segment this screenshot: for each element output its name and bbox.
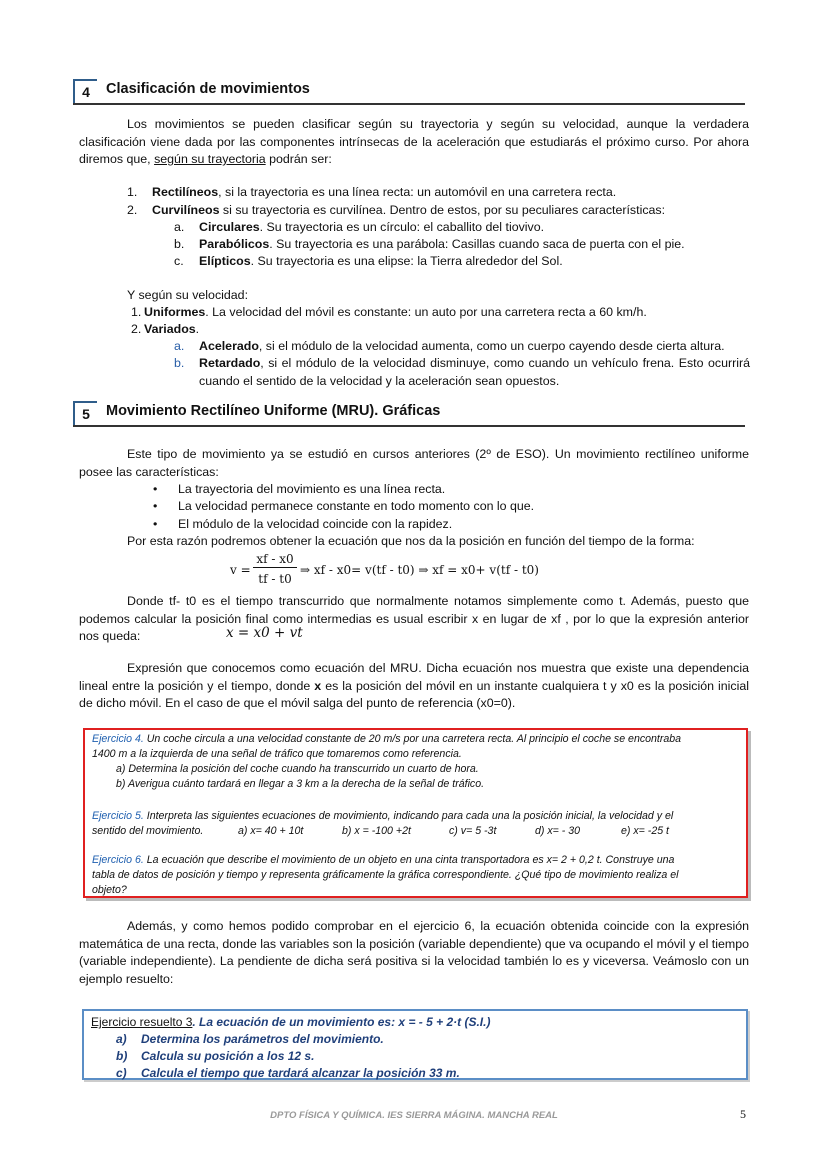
solved-exercise-box: Ejercicio resuelto 3. La ecuación de un movimiento es: x = - 5 + 2·t (S.I.) a) Determina los parámetros del movimiento. b) Calcula su posición a los 12 s. c) Calcula el tiempo que tardará alcanzar la posición 33 m. bbox=[82, 1009, 748, 1080]
velocity-intro: Y según su velocidad: bbox=[127, 288, 249, 302]
list-item: a. Acelerado, si el módulo de la velocidad aumenta, como un cuerpo cayendo desde cierta altura. bbox=[174, 339, 725, 353]
list-item: 2. Variados. bbox=[131, 322, 200, 336]
section-5-header bbox=[73, 401, 745, 427]
section-number: 4 bbox=[73, 79, 97, 103]
trajectory-link: según su trayectoria bbox=[154, 152, 266, 166]
section-title: Movimiento Rectilíneo Uniforme (MRU). Gráficas bbox=[106, 403, 441, 419]
exercise-4-label: Ejercicio 4. bbox=[92, 733, 144, 745]
donde-paragraph: Donde tf- t0 es el tiempo transcurrido que normalmente notamos simplemente como t. Además, puesto que podemos calcular la posición final como intermedias es usual escribir x en lugar de xf , por lo que la expresión anterior nos queda: bbox=[79, 594, 749, 643]
list-item: 1. Rectilíneos, si la trayectoria es una línea recta: un automóvil en una carretera recta. bbox=[127, 185, 617, 199]
bullet-icon: • bbox=[153, 482, 158, 496]
list-item: b. Retardado, si el módulo de la velocidad disminuye, como cuando un vehículo frena. Esto ocurrirá cuando el sentido de la velocidad y la aceleración sean opuestos. bbox=[174, 356, 750, 388]
list-item: • El módulo de la velocidad coincide con la rapidez. bbox=[153, 516, 452, 534]
list-item: • La trayectoria del movimiento es una línea recta. bbox=[153, 481, 445, 499]
section-4-intro: Los movimientos se pueden clasificar según su trayectoria y según su velocidad, aunque la verdadera clasificación viene dada por las componentes intrínsecas de la aceleración que estudiarás el próximo curso. Por ahora diremos que, según su trayectoria podrán ser: bbox=[79, 117, 749, 166]
section-5-intro: Este tipo de movimiento ya se estudió en cursos anteriores (2º de ESO). Un movimiento rectilíneo uniforme posee las características: bbox=[79, 447, 749, 479]
page-footer: DPTO FÍSICA Y QUÍMICA. IES SIERRA MÁGINA. MANCHA REAL bbox=[270, 1110, 558, 1121]
after-exercises-paragraph: Además, y como hemos podido comprobar en el ejercicio 6, la ecuación obtenida coincide con la expresión matemática de una recta, donde las variables son la posición (variable dependiente) que va ocupando el móvil y el tiempo (variable independiente). La pendiente de dicha será positiva si la velocidad también lo es y viceversa. Veámoslo con un ejemplo resuelto: bbox=[79, 919, 749, 986]
equation-intro: Por esta razón podremos obtener la ecuación que nos da la posición en función del tiempo de la forma: bbox=[127, 534, 695, 548]
mru-explanation: Expresión que conocemos como ecuación del MRU. Dicha ecuación nos muestra que existe una dependencia lineal entre la posición y el tiempo, donde x es la posición del móvil en un instante cualquiera t y x0 es la posición inicial de dicho móvil. En el caso de que el móvil salga del punto de referencia (x0=0). bbox=[79, 661, 749, 710]
bullet-icon: • bbox=[153, 499, 158, 513]
equation-numerator: xf - x0 bbox=[253, 551, 297, 568]
list-item: • La velocidad permanece constante en todo momento con lo que. bbox=[153, 498, 534, 516]
section-number: 5 bbox=[73, 401, 97, 425]
list-item: 2. Curvilíneos si su trayectoria es curvilínea. Dentro de estos, por su peculiares características: bbox=[127, 203, 666, 217]
exercise-6-label: Ejercicio 6. bbox=[92, 854, 144, 866]
mru-formula: x = x0 + vt bbox=[226, 625, 303, 641]
list-item: a. Circulares. Su trayectoria es un círculo: el caballito del tiovivo. bbox=[174, 220, 545, 234]
list-item: 1. Uniformes. La velocidad del móvil es constante: un auto por una carretera recta a 60 km/h. bbox=[131, 305, 647, 319]
list-item: c. Elípticos. Su trayectoria es una elipse: la Tierra alrededor del Sol. bbox=[174, 254, 563, 268]
exercise-5-label: Ejercicio 5. bbox=[92, 810, 144, 822]
equation-rest: ⇒ xf - x0= v(tf - t0) ⇒ xf = x0+ v(tf - t0) bbox=[300, 563, 539, 577]
exercise-box: Ejercicio 4. Un coche circula a una velocidad constante de 20 m/s por una carretera recta. Al principio el coche se encontraba 1400 m a la izquierda de una señal de tráfico que tomaremos como referencia. a) Determina la posición del coche cuando ha transcurrido un cuarto de hora. b) Averigua cuánto tardará en llegar a 3 km a la derecha de la señal de tráfico. Ejercicio 5. Interpreta las siguientes ecuaciones de movimiento, indicando para cada una la posición inicial, la velocidad y el sentido del movimiento. a) x= 40 + 10t b) x = -100 +2t c) v= 5 -3t d) x= - 30 e) x= -25 t Ejercicio 6. La ecuación que describe el movimiento de un objeto en una cinta transportadora es x= 2 + 0,2 t. Construye una tabla de datos de posición y tiempo y representa gráficamente la gráfica correspondiente. ¿Qué tipo de movimiento realiza el objeto? bbox=[83, 728, 748, 898]
section-4-header bbox=[73, 79, 745, 105]
equation-denominator: tf - t0 bbox=[258, 572, 292, 586]
solved-exercise-label: Ejercicio resuelto 3 bbox=[91, 1015, 193, 1029]
section-title: Clasificación de movimientos bbox=[106, 81, 310, 97]
bullet-icon: • bbox=[153, 517, 158, 531]
list-item: b. Parabólicos. Su trayectoria es una parábola: Casillas cuando saca de puerta con el pie. bbox=[174, 237, 685, 251]
page-number: 5 bbox=[740, 1107, 746, 1121]
